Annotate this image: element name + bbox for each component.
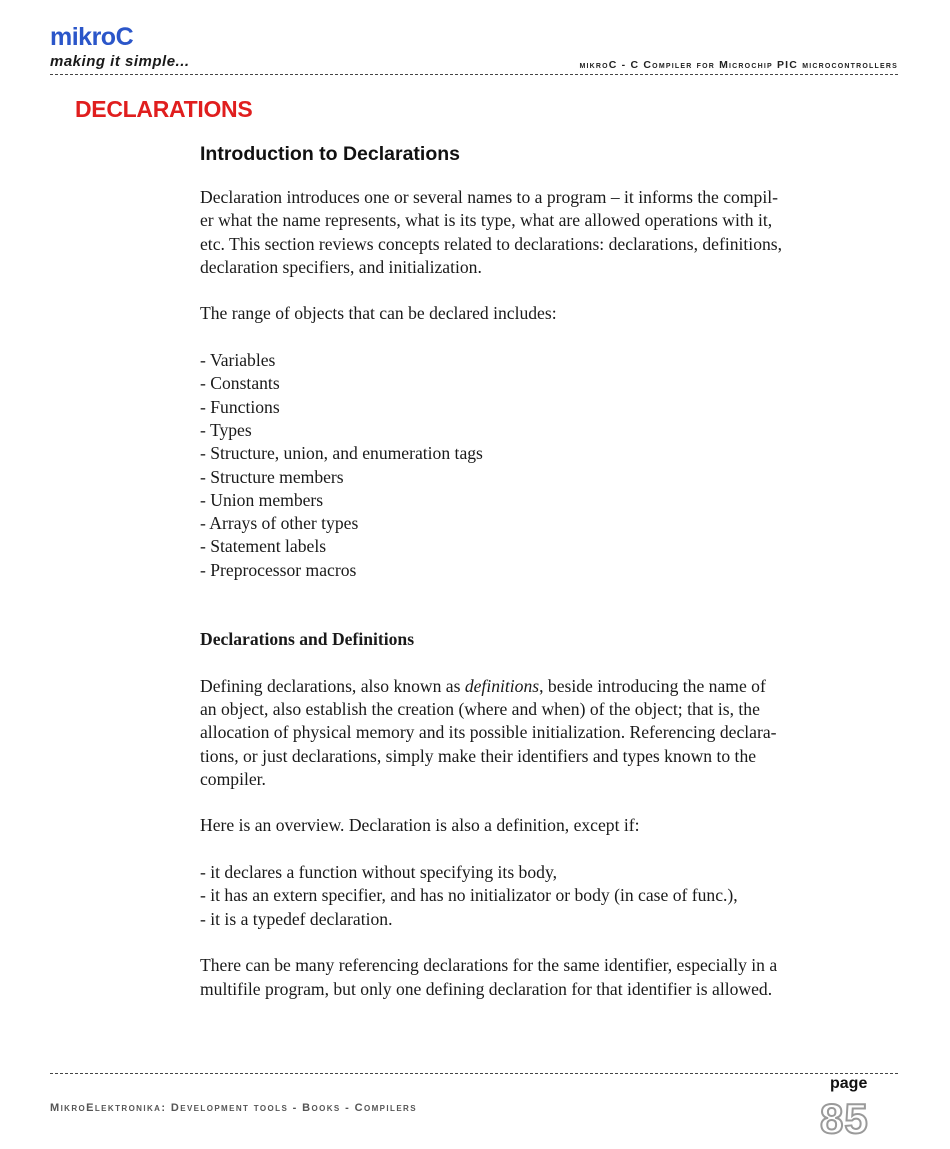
overview-paragraph: Here is an overview. Declaration is also a definition, except if: — [200, 815, 640, 836]
definitions-text: Defining declarations, also known as — [200, 675, 465, 696]
header-title: mikroC - C Compiler for Microchip PIC microcontrollers — [579, 59, 898, 71]
list-item: - it has an extern specifier, and has no initializator or body (in case of func.), — [200, 885, 738, 906]
footer-divider — [50, 1073, 898, 1074]
page-content — [200, 141, 850, 1001]
list-item: - Functions — [200, 396, 280, 417]
list-item: - it is a typedef declaration. — [200, 908, 393, 929]
footer-text: MikroElektronika: Development tools - Books - Compilers — [50, 1102, 417, 1114]
definitions-text: , beside introducing the name of — [539, 675, 766, 696]
list-item: - Union members — [200, 489, 324, 510]
list-item: - Preprocessor macros — [200, 559, 357, 580]
brand-logo: mikroC — [50, 23, 134, 51]
definitions-paragraph-line — [200, 675, 850, 698]
list-item: - Structure members — [200, 466, 344, 487]
definitions-paragraph-line: tions, or just declarations, simply make their identifiers and types known to the — [200, 745, 757, 766]
list-item: - Structure, union, and enumeration tags — [200, 443, 483, 464]
intro-paragraph-line: Declaration introduces one or several names to a program – it informs the compil- — [200, 187, 778, 207]
intro-heading: Introduction to Declarations — [200, 143, 461, 165]
intro-paragraph-line: etc. This section reviews concepts related to declarations: declarations, definitions, — [200, 233, 783, 254]
intro-paragraph-line: declaration specifiers, and initialization. — [200, 256, 482, 277]
intro-paragraph-line: er what the name represents, what is its type, what are allowed operations with it, — [200, 210, 773, 231]
exceptions-list — [200, 861, 850, 931]
closing-paragraph — [200, 954, 850, 1001]
declarable-objects-list — [200, 349, 850, 582]
definitions-term: definitions — [464, 675, 540, 696]
definitions-heading: Declarations and Definitions — [200, 629, 415, 650]
definitions-paragraph-line: an object, also establish the creation (where and when) of the object; that is, the — [200, 698, 760, 719]
page-number: 85 — [820, 1095, 869, 1142]
list-item: - Types — [200, 419, 252, 440]
objects-intro: The range of objects that can be declared includes: — [200, 303, 557, 324]
list-item: - Statement labels — [200, 536, 327, 557]
page-label: page — [830, 1075, 868, 1092]
list-item: - Arrays of other types — [200, 513, 359, 534]
header-divider — [50, 74, 898, 75]
definitions-paragraph-line: allocation of physical memory and its possible initialization. Referencing declara- — [200, 722, 777, 743]
brand-tagline: making it simple... — [50, 53, 190, 70]
intro-paragraph — [200, 186, 850, 279]
list-item: - it declares a function without specifying its body, — [200, 862, 558, 883]
list-item: - Constants — [200, 373, 280, 394]
definitions-paragraph — [200, 675, 850, 791]
list-item: - Variables — [200, 350, 276, 371]
section-title: DECLARATIONS — [75, 96, 253, 122]
closing-paragraph-line: There can be many referencing declarations for the same identifier, especially in a — [200, 955, 778, 976]
definitions-paragraph-line: compiler. — [200, 768, 266, 789]
closing-paragraph-line: multifile program, but only one defining declaration for that identifier is allowed. — [200, 978, 773, 999]
